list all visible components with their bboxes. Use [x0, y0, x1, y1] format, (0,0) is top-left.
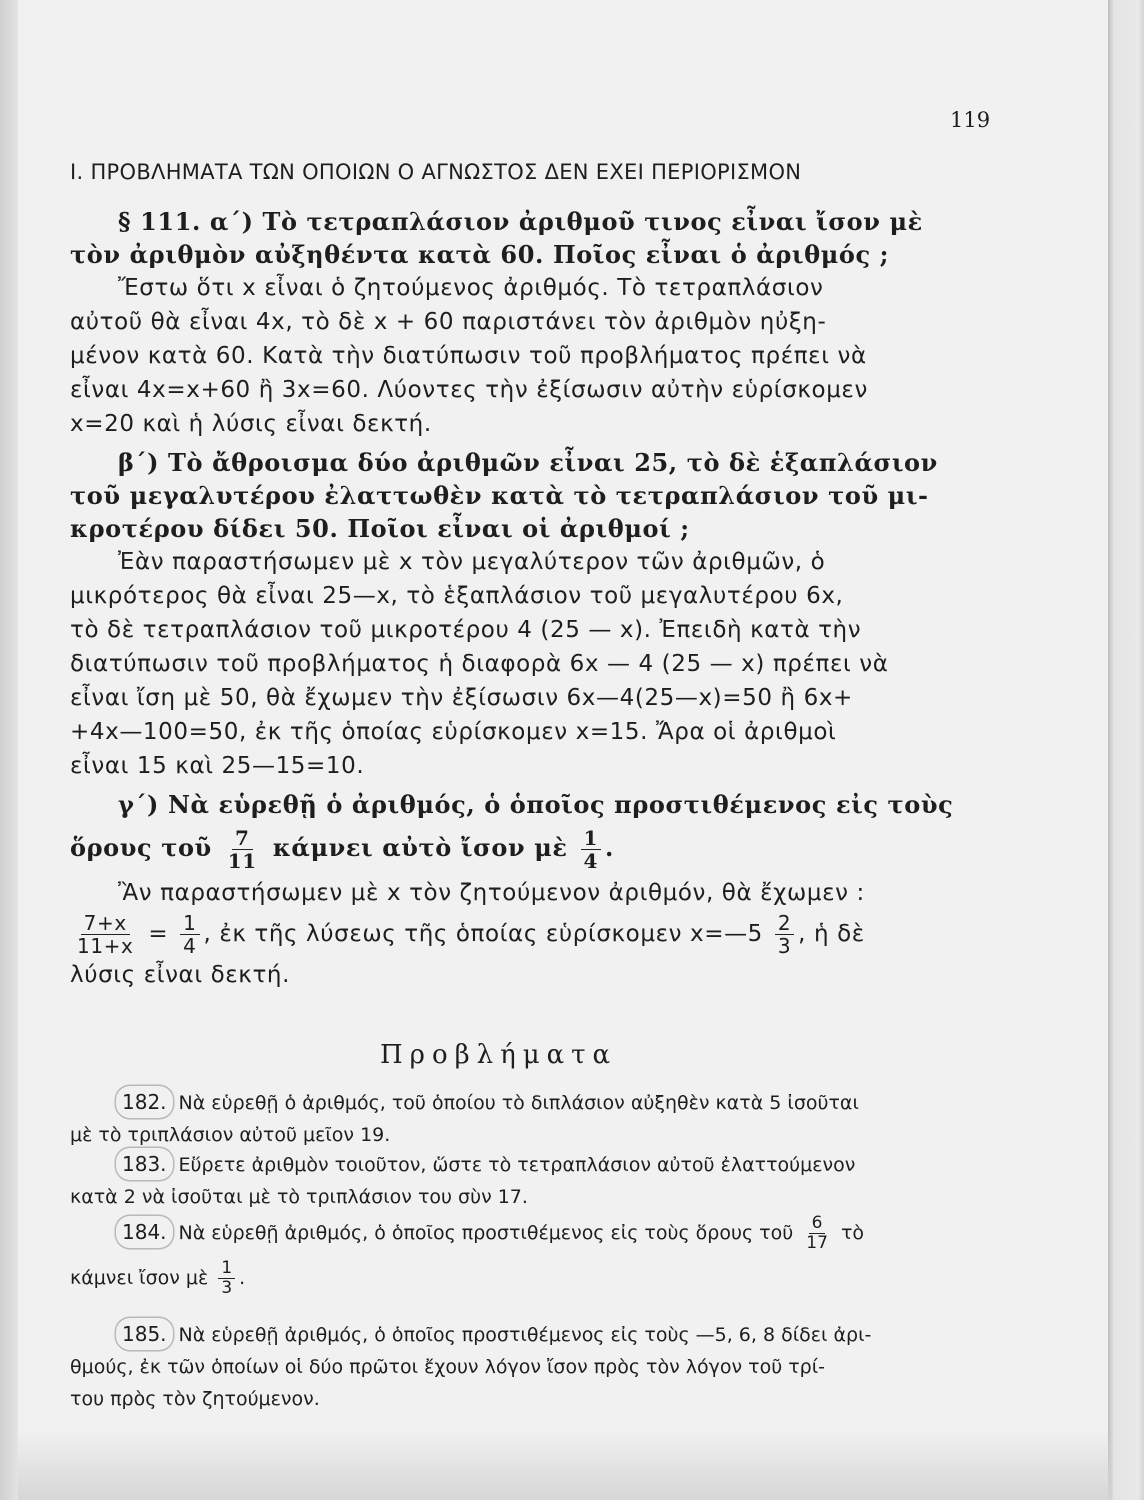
- section-c-title-pre: ὅρους τοῦ: [70, 833, 212, 862]
- fraction-6-17: [803, 1214, 831, 1253]
- solution-fraction: [775, 912, 794, 957]
- problem-text: του πρὸς τὸν ζητούμενον.: [70, 1388, 320, 1410]
- section-c: [70, 788, 985, 992]
- problem-text: μὲ τὸ τριπλάσιον αὐτοῦ μεῖον 19.: [70, 1124, 391, 1146]
- page-number: 119: [950, 108, 991, 132]
- problem-text: Νὰ εὑρεθῇ ὁ ἀριθμός, τοῦ ὁποίου τὸ διπλάσιον αὐξηθὲν κατὰ 5 ἰσοῦται: [178, 1092, 859, 1114]
- equation-left-fraction: [74, 912, 136, 957]
- problems-heading: Προβλήματα: [380, 1040, 618, 1070]
- section-c-equation-line: [70, 910, 985, 958]
- fraction-denominator: 11+x: [77, 934, 134, 958]
- problem-text: Νὰ εὑρεθῇ ἀριθμός, ὁ ὁποῖος προστιθέμενος εἰς τοὺς ὅρους τοῦ: [178, 1222, 794, 1244]
- fraction-denominator: 11: [227, 849, 257, 873]
- section-c-title-line: γ΄) Νὰ εὑρεθῇ ὁ ἀριθμός, ὁ ὁποῖος προστιθέμενος εἰς τοὺς: [118, 790, 954, 819]
- section-b-title-line: τοῦ μεγαλυτέρου ἐλαττωθὲν κατὰ τὸ τετραπλάσιον τοῦ μι-: [70, 481, 929, 510]
- section-b: [70, 446, 985, 783]
- section-b-body-line: Ἐὰν παραστήσωμεν μὲ x τὸν μεγαλύτερον τῶν ἀριθμῶν, ὁ: [118, 549, 826, 575]
- fraction-1-3: [218, 1259, 235, 1298]
- problem-text: Εὕρετε ἀριθμὸν τοιοῦτον, ὥστε τὸ τετραπλάσιον αὐτοῦ ἐλαττούμενον: [178, 1154, 856, 1176]
- problem-text: κάμνει ἴσον μὲ: [70, 1267, 209, 1289]
- section-a-body-line: μένον κατὰ 60. Κατὰ τὴν διατύπωσιν τοῦ προβλήματος πρέπει νὰ: [70, 343, 867, 369]
- problem-number: 182.: [116, 1086, 173, 1118]
- section-a-title-line: τὸν ἀριθμὸν αὐξηθέντα κατὰ 60. Ποῖος εἶναι ὁ ἀριθμός ;: [70, 240, 890, 269]
- section-c-equation-end: , ἡ δὲ: [798, 921, 865, 947]
- problem-number: 185.: [116, 1318, 173, 1350]
- fraction-7-11: [225, 827, 260, 872]
- section-b-title-line: κροτέρου δίδει 50. Ποῖοι εἶναι οἱ ἀριθμοί ;: [70, 514, 690, 543]
- page-left-edge: [0, 0, 20, 1500]
- section-c-title-end: .: [605, 833, 615, 862]
- page-right-edge: [1108, 0, 1144, 1500]
- problem-text: τὸ: [840, 1222, 865, 1244]
- section-a-body-line: αὐτοῦ θὰ εἶναι 4x, τὸ δὲ x + 60 παριστάνει τὸν ἀριθμὸν ηὐξη-: [70, 309, 827, 335]
- problem-number: 183.: [116, 1148, 173, 1180]
- section-a: [70, 205, 985, 441]
- problem-text: Νὰ εὑρεθῇ ἀριθμός, ὁ ὁποῖος προστιθέμενος εἰς τοὺς —5, 6, 8 δίδει ἀρι-: [178, 1324, 872, 1346]
- fraction-denominator: 3: [777, 934, 792, 958]
- page-bottom-shadow: [18, 1430, 1110, 1500]
- section-c-body-line: λύσις εἶναι δεκτή.: [70, 962, 291, 988]
- fraction-1-4: [581, 827, 602, 872]
- section-a-body-line: εἶναι 4x=x+60 ἢ 3x=60. Λύοντες τὴν ἐξίσωσιν αὐτὴν εὑρίσκομεν: [70, 377, 868, 403]
- section-b-body-line: εἶναι 15 καὶ 25—15=10.: [70, 753, 365, 779]
- section-a-body-line: Ἔστω ὅτι x εἶναι ὁ ζητούμενος ἀριθμός. Τὸ τετραπλάσιον: [118, 275, 824, 301]
- fraction-numerator: 1: [180, 912, 199, 935]
- section-c-title-mid: κάμνει αὐτὸ ἴσον μὲ: [272, 833, 568, 862]
- section-b-body-line: διατύπωσιν τοῦ προβλήματος ἡ διαφορὰ 6x — 4 (25 — x) πρέπει νὰ: [70, 651, 889, 677]
- problem-text: θμούς, ἐκ τῶν ὁποίων οἱ δύο πρῶτοι ἔχουν λόγον ἴσον πρὸς τὸν λόγον τοῦ τρί-: [70, 1356, 826, 1378]
- problem-183: [70, 1148, 990, 1213]
- running-head: Ι. ΠΡΟΒΛΗΜΑΤΑ ΤΩΝ ΟΠΟΙΩΝ Ο ΑΓΝΩΣΤΟΣ ΔΕΝ ΕΧΕΙ ΠΕΡΙΟΡΙΣΜΟΝ: [70, 160, 802, 184]
- equation-equals: =: [148, 921, 169, 947]
- fraction-denominator: 3: [221, 1278, 233, 1298]
- section-b-body-line: +4x—100=50, ἐκ τῆς ὁποίας εὑρίσκομεν x=15. Ἄρα οἱ ἀριθμοὶ: [70, 719, 837, 745]
- section-b-title-line: β΄) Τὸ ἄθροισμα δύο ἀριθμῶν εἶναι 25, τὸ δὲ ἑξαπλάσιον: [118, 448, 938, 477]
- fraction-numerator: 6: [809, 1214, 826, 1234]
- problem-text: .: [239, 1267, 246, 1289]
- section-a-title-line: § 111. α΄) Τὸ τετραπλάσιον ἀριθμοῦ τινος εἶναι ἴσον μὲ: [118, 207, 923, 236]
- fraction-numerator: 2: [775, 912, 794, 935]
- section-c-title-line: [70, 827, 985, 872]
- fraction-denominator: 17: [806, 1233, 828, 1253]
- problem-184: [70, 1214, 990, 1298]
- section-c-body-line: Ἂν παραστήσωμεν μὲ x τὸν ζητούμενον ἀριθμόν, θὰ ἔχωμεν :: [118, 880, 865, 906]
- fraction-numerator: 1: [218, 1259, 235, 1279]
- problem-text: κατὰ 2 νὰ ἰσοῦται μὲ τὸ τριπλάσιον του σὺν 17.: [70, 1186, 528, 1208]
- section-b-body-line: τὸ δὲ τετραπλάσιον τοῦ μικροτέρου 4 (25 — x). Ἐπειδὴ κατὰ τὴν: [70, 617, 862, 643]
- equation-right-fraction: [180, 912, 199, 957]
- section-b-body-line: μικρότερος θὰ εἶναι 25—x, τὸ ἑξαπλάσιον τοῦ μεγαλυτέρου 6x,: [70, 583, 844, 609]
- section-c-equation-text: , ἐκ τῆς λύσεως τῆς ὁποίας εὑρίσκομεν x=—5: [203, 921, 763, 947]
- fraction-denominator: 4: [583, 849, 599, 873]
- fraction-numerator: 7+x: [81, 912, 130, 935]
- section-a-body-line: x=20 καὶ ἡ λύσις εἶναι δεκτή.: [70, 411, 432, 437]
- fraction-denominator: 4: [183, 934, 197, 958]
- fraction-numerator: 1: [581, 827, 602, 850]
- fraction-numerator: 7: [232, 827, 253, 850]
- problem-number: 184.: [116, 1216, 173, 1248]
- problem-185: [70, 1318, 990, 1415]
- problem-182: [70, 1086, 990, 1151]
- section-b-body-line: εἶναι ἴση μὲ 50, θὰ ἔχωμεν τὴν ἐξίσωσιν 6x—4(25—x)=50 ἢ 6x+: [70, 685, 853, 711]
